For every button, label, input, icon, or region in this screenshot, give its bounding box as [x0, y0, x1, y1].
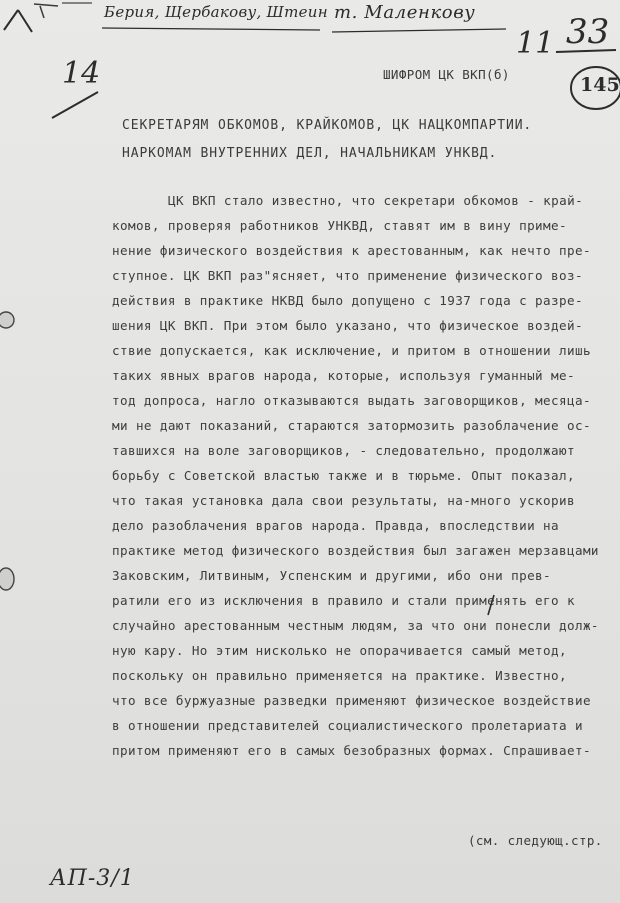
body-line-4: ступное. ЦК ВКП раз"ясняет, что применение физического воз-	[112, 268, 583, 283]
binding-hole-upper	[0, 310, 18, 330]
address-line-1: СЕКРЕТАРЯМ ОБКОМОВ, КРАЙКОМОВ, ЦК НАЦКОМПАРТИИ.	[122, 118, 533, 133]
body-line-8: таких явных врагов народа, которые, используя гуманный ме-	[112, 368, 575, 383]
body-line-5: действия в практике НКВД было допущено с 1937 года с разре-	[112, 293, 583, 308]
body-line-10: ми не дают показаний, стараются затормозить разоблачение ос-	[112, 418, 591, 433]
continuation-note: (см. следующ.стр.	[468, 833, 603, 848]
cipher-header: ШИФРОМ ЦК ВКП(б)	[383, 67, 510, 82]
body-line-23: притом применяют его в самых безобразных формах. Спрашивает-	[112, 743, 591, 758]
body-line-7: ствие допускается, как исключение, и притом в отношении лишь	[112, 343, 591, 358]
body-line-6: шения ЦК ВКП. При этом было указано, что физическое воздей-	[112, 318, 583, 333]
handwritten-page-number: 11	[516, 26, 555, 61]
body-line-17: ратили его из исключения в правило и стали применять его к	[112, 593, 575, 608]
body-line-3: нение физического воздействия к арестованным, как нечто пре-	[112, 243, 591, 258]
sheet-number-underline	[48, 88, 108, 128]
handwritten-folio-number: 33	[566, 12, 610, 52]
address-line-2: НАРКОМАМ ВНУТРЕННИХ ДЕЛ, НАЧАЛЬНИКАМ УНКВД.	[122, 146, 498, 161]
body-line-21: что все буржуазные разведки применяют физическое воздействие	[112, 693, 591, 708]
body-line-15: практике метод физического воздействия был загажен мерзавцами	[112, 543, 599, 558]
handwritten-sheet-number: 14	[62, 56, 101, 91]
margin-pencil-stroke	[484, 593, 498, 617]
handwritten-recipients: Берия, Щербакову, Штеин	[104, 3, 328, 21]
body-line-18: случайно арестованным честным людям, за что они понесли долж-	[112, 618, 599, 633]
body-line-20: поскольку он правильно применяется на практике. Известно,	[112, 668, 567, 683]
body-line-19: ную кару. Но этим нисколько не опорачивается самый метод,	[112, 643, 567, 658]
body-line-22: в отношении представителей социалистического пролетариата и	[112, 718, 583, 733]
body-line-11: тавшихся на воле заговорщиков, - следовательно, продолжают	[112, 443, 575, 458]
body-line-16: Заковским, Литвиным, Успенским и другими, ибо они прев-	[112, 568, 552, 583]
body-line-9: тод допроса, нагло отказываются выдать заговорщиков, месяца-	[112, 393, 591, 408]
body-line-13: что такая установка дала свои результаты, на-много ускорив	[112, 493, 575, 508]
body-line-2: комов, проверяя работников УНКВД, ставят им в вину приме-	[112, 218, 567, 233]
handwritten-malenkov: т. Маленкову	[334, 2, 476, 23]
archive-mark: АП-3/1	[50, 866, 135, 891]
corner-scribble-mark	[0, 0, 110, 40]
circled-folio-number: 145	[580, 74, 620, 96]
binding-hole-lower	[0, 566, 18, 592]
body-line-1: ЦК ВКП стало известно, что секретари обкомов - край-	[168, 193, 584, 208]
body-line-14: дело разоблачения врагов народа. Правда, впоследствии на	[112, 518, 559, 533]
body-line-12: борьбу с Советской властью также и в тюрьме. Опыт показал,	[112, 468, 575, 483]
